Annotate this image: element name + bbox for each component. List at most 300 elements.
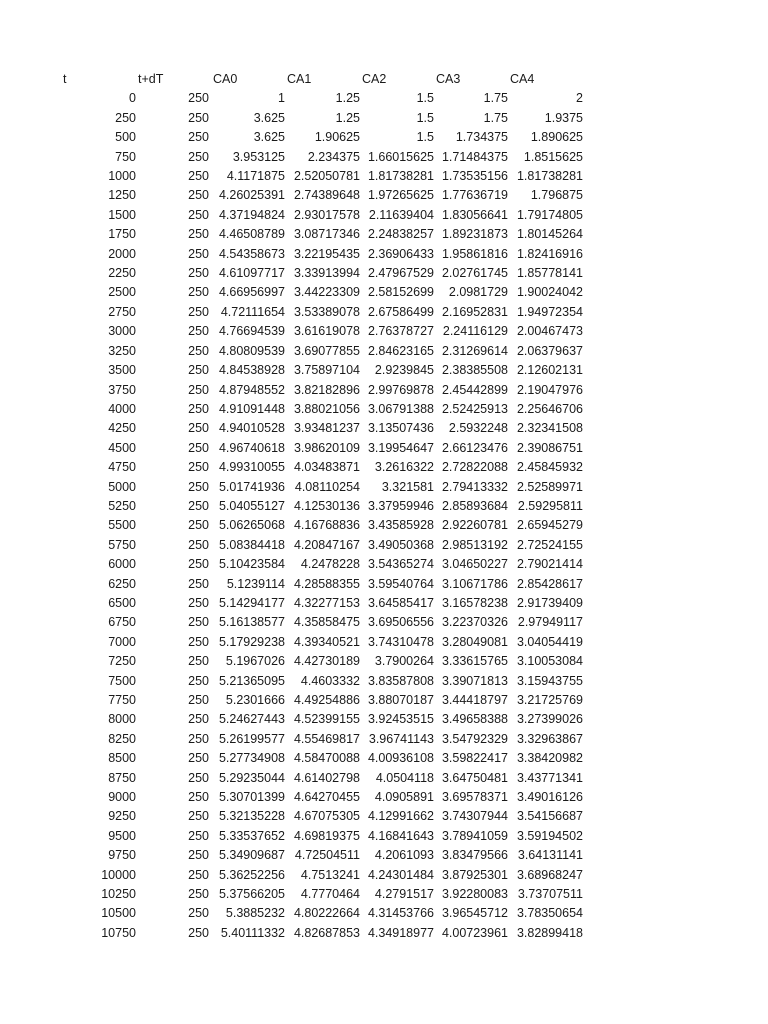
cell-ca2[interactable]: 3.13507436	[367, 421, 434, 436]
cell-ca4[interactable]: 3.68968247	[516, 867, 583, 882]
cell-t[interactable]: 4500	[108, 440, 136, 455]
cell-t-plus-dt[interactable]: 250	[188, 440, 209, 455]
cell-ca3[interactable]: 3.78941059	[441, 828, 508, 843]
cell-ca4[interactable]: 3.82899418	[516, 925, 583, 940]
cell-ca1[interactable]: 4.64270455	[293, 790, 360, 805]
cell-ca2[interactable]: 2.99769878	[367, 382, 434, 397]
cell-t-plus-dt[interactable]: 250	[188, 498, 209, 513]
cell-ca3[interactable]: 3.28049081	[441, 634, 508, 649]
cell-t-plus-dt[interactable]: 250	[188, 188, 209, 203]
cell-t[interactable]: 4250	[108, 421, 136, 436]
cell-ca0[interactable]: 4.80809539	[218, 343, 285, 358]
cell-ca0[interactable]: 5.06265068	[218, 518, 285, 533]
cell-t[interactable]: 5000	[108, 479, 136, 494]
cell-ca1[interactable]: 3.82182896	[293, 382, 360, 397]
cell-ca1[interactable]: 3.93481237	[293, 421, 360, 436]
cell-t-plus-dt[interactable]: 250	[188, 130, 209, 145]
cell-ca3[interactable]: 2.02761745	[441, 266, 508, 281]
cell-ca4[interactable]: 3.10053084	[516, 654, 583, 669]
cell-ca4[interactable]: 2.00467473	[516, 324, 583, 339]
cell-ca1[interactable]: 3.33913994	[293, 266, 360, 281]
cell-ca4[interactable]: 3.73707511	[517, 887, 583, 902]
cell-ca4[interactable]: 3.38420982	[516, 751, 583, 766]
cell-t-plus-dt[interactable]: 250	[188, 790, 209, 805]
cell-ca0[interactable]: 5.10423584	[218, 557, 285, 572]
cell-ca0[interactable]: 5.1967026	[225, 654, 285, 669]
cell-ca3[interactable]: 2.72822088	[441, 460, 508, 475]
cell-ca1[interactable]: 4.80222664	[293, 906, 360, 921]
cell-ca4[interactable]: 2	[576, 91, 583, 106]
cell-ca3[interactable]: 3.59822417	[441, 751, 508, 766]
cell-ca2[interactable]: 2.9239845	[374, 363, 434, 378]
cell-ca3[interactable]: 1.734375	[455, 130, 508, 145]
cell-t-plus-dt[interactable]: 250	[188, 576, 209, 591]
cell-ca4[interactable]: 2.39086751	[516, 440, 583, 455]
cell-t-plus-dt[interactable]: 250	[188, 712, 209, 727]
cell-ca0[interactable]: 4.84538928	[218, 363, 285, 378]
cell-t[interactable]: 8500	[108, 751, 136, 766]
cell-ca1[interactable]: 4.2478228	[300, 557, 360, 572]
cell-ca0[interactable]: 3.625	[253, 110, 285, 125]
cell-ca4[interactable]: 2.97949117	[517, 615, 583, 630]
cell-ca3[interactable]: 3.92280083	[441, 887, 508, 902]
cell-t-plus-dt[interactable]: 250	[188, 227, 209, 242]
cell-ca4[interactable]: 3.59194502	[516, 828, 583, 843]
cell-t[interactable]: 2000	[108, 246, 136, 261]
cell-ca0[interactable]: 5.08384418	[218, 537, 285, 552]
cell-t[interactable]: 1250	[108, 188, 136, 203]
cell-t[interactable]: 7750	[108, 693, 136, 707]
cell-ca0[interactable]: 4.87948552	[218, 382, 285, 397]
cell-t[interactable]: 1000	[108, 169, 136, 184]
column-header-ca3[interactable]: CA3	[436, 72, 461, 86]
cell-t-plus-dt[interactable]: 250	[188, 518, 209, 533]
cell-ca0[interactable]: 5.27734908	[218, 751, 285, 766]
cell-ca4[interactable]: 2.91739409	[516, 595, 583, 610]
cell-ca2[interactable]: 3.96741143	[368, 731, 434, 746]
cell-ca4[interactable]: 1.796875	[530, 188, 583, 203]
cell-t[interactable]: 6000	[108, 557, 136, 572]
cell-t[interactable]: 500	[115, 130, 136, 145]
cell-ca2[interactable]: 3.83587808	[367, 673, 434, 688]
cell-t-plus-dt[interactable]: 250	[188, 304, 209, 319]
cell-ca1[interactable]: 2.52050781	[293, 169, 360, 184]
column-header-t[interactable]: t	[63, 72, 67, 86]
cell-ca1[interactable]: 4.12530136	[293, 498, 360, 513]
cell-t[interactable]: 10750	[101, 925, 136, 940]
cell-ca1[interactable]: 3.22195435	[293, 246, 360, 261]
cell-t-plus-dt[interactable]: 250	[188, 693, 209, 707]
cell-ca1[interactable]: 3.53389078	[293, 304, 360, 319]
cell-t[interactable]: 10250	[101, 887, 136, 902]
cell-ca1[interactable]: 4.42730189	[293, 654, 360, 669]
cell-t[interactable]: 5750	[108, 537, 136, 552]
cell-ca0[interactable]: 5.16138577	[218, 615, 285, 630]
cell-ca3[interactable]: 1.71484375	[441, 149, 508, 164]
cell-ca0[interactable]: 4.37194824	[218, 207, 285, 222]
cell-ca0[interactable]: 5.29235044	[218, 770, 285, 785]
cell-t[interactable]: 5250	[108, 498, 136, 513]
cell-t[interactable]: 6250	[108, 576, 136, 591]
cell-ca0[interactable]: 5.34909687	[218, 848, 285, 863]
cell-t-plus-dt[interactable]: 250	[188, 751, 209, 766]
cell-ca2[interactable]: 3.64585417	[367, 595, 434, 610]
cell-t-plus-dt[interactable]: 250	[188, 770, 209, 785]
cell-ca3[interactable]: 2.24116129	[442, 324, 508, 339]
cell-ca2[interactable]: 3.49050368	[367, 537, 434, 552]
cell-t-plus-dt[interactable]: 250	[188, 421, 209, 436]
cell-ca3[interactable]: 3.10671786	[441, 576, 508, 591]
cell-ca4[interactable]: 2.12602131	[516, 363, 583, 378]
cell-ca2[interactable]: 2.36906433	[367, 246, 434, 261]
cell-t[interactable]: 9750	[108, 848, 136, 863]
cell-ca0[interactable]: 4.96740618	[218, 440, 285, 455]
cell-ca1[interactable]: 4.4603332	[300, 673, 360, 688]
cell-ca4[interactable]: 1.80145264	[516, 227, 583, 242]
cell-ca2[interactable]: 4.2061093	[374, 848, 434, 863]
cell-t-plus-dt[interactable]: 250	[188, 673, 209, 688]
cell-ca2[interactable]: 4.2791517	[374, 887, 434, 902]
cell-ca3[interactable]: 1.75	[483, 110, 508, 125]
cell-t-plus-dt[interactable]: 250	[188, 246, 209, 261]
cell-t[interactable]: 9500	[108, 828, 136, 843]
cell-ca2[interactable]: 3.43585928	[367, 518, 434, 533]
cell-ca4[interactable]: 1.85778141	[516, 266, 583, 281]
cell-ca2[interactable]: 3.74310478	[367, 634, 434, 649]
cell-ca1[interactable]: 3.98620109	[293, 440, 360, 455]
cell-t-plus-dt[interactable]: 250	[188, 479, 209, 494]
cell-t-plus-dt[interactable]: 250	[188, 615, 209, 630]
cell-ca0[interactable]: 5.3885232	[225, 906, 285, 921]
cell-ca4[interactable]: 3.64131141	[517, 848, 583, 863]
cell-ca2[interactable]: 3.37959946	[367, 498, 434, 513]
cell-ca3[interactable]: 1.89231873	[441, 227, 508, 242]
cell-ca3[interactable]: 3.83479566	[441, 848, 508, 863]
cell-ca1[interactable]: 4.20847167	[293, 537, 360, 552]
cell-ca4[interactable]: 1.94972354	[516, 304, 583, 319]
cell-ca2[interactable]: 4.16841643	[367, 828, 434, 843]
cell-ca2[interactable]: 2.67586499	[367, 304, 434, 319]
cell-ca2[interactable]: 1.5	[416, 110, 434, 125]
cell-ca3[interactable]: 1.95861816	[441, 246, 508, 261]
cell-ca0[interactable]: 4.94010528	[218, 421, 285, 436]
cell-ca0[interactable]: 5.04055127	[218, 498, 285, 513]
cell-ca3[interactable]: 2.92260781	[441, 518, 508, 533]
column-header-ca0[interactable]: CA0	[213, 72, 238, 86]
cell-ca0[interactable]: 4.91091448	[218, 401, 285, 416]
cell-ca2[interactable]: 3.2616322	[374, 460, 434, 475]
cell-ca3[interactable]: 1.73535156	[441, 169, 508, 184]
cell-ca4[interactable]: 2.85428617	[516, 576, 583, 591]
cell-ca1[interactable]: 4.72504511	[294, 848, 360, 863]
cell-ca2[interactable]: 3.321581	[381, 479, 434, 494]
cell-ca2[interactable]: 3.92453515	[367, 712, 434, 727]
cell-ca4[interactable]: 3.15943755	[516, 673, 583, 688]
cell-ca1[interactable]: 4.49254886	[293, 693, 360, 707]
cell-ca0[interactable]: 5.21365095	[218, 673, 285, 688]
cell-ca4[interactable]: 1.890625	[530, 130, 583, 145]
cell-ca3[interactable]: 2.85893684	[441, 498, 508, 513]
cell-ca1[interactable]: 2.74389648	[293, 188, 360, 203]
cell-t-plus-dt[interactable]: 250	[188, 887, 209, 902]
cell-ca4[interactable]: 3.49016126	[516, 790, 583, 805]
cell-ca1[interactable]: 4.7770464	[300, 887, 360, 902]
cell-t-plus-dt[interactable]: 250	[188, 207, 209, 222]
cell-t-plus-dt[interactable]: 250	[188, 634, 209, 649]
cell-ca4[interactable]: 1.8515625	[523, 149, 583, 164]
cell-ca0[interactable]: 4.46508789	[218, 227, 285, 242]
cell-ca2[interactable]: 3.59540764	[367, 576, 434, 591]
cell-ca1[interactable]: 3.44223309	[293, 285, 360, 300]
cell-ca3[interactable]: 2.38385508	[441, 363, 508, 378]
cell-ca1[interactable]: 4.16768836	[293, 518, 360, 533]
cell-ca2[interactable]: 1.81738281	[367, 169, 434, 184]
cell-t-plus-dt[interactable]: 250	[188, 828, 209, 843]
cell-ca3[interactable]: 2.0981729	[448, 285, 508, 300]
cell-ca2[interactable]: 4.00936108	[367, 751, 434, 766]
cell-t-plus-dt[interactable]: 250	[188, 809, 209, 824]
cell-t-plus-dt[interactable]: 250	[188, 324, 209, 339]
cell-ca2[interactable]: 2.84623165	[367, 343, 434, 358]
cell-ca3[interactable]: 3.44418797	[441, 693, 508, 707]
cell-ca1[interactable]: 2.93017578	[293, 207, 360, 222]
cell-ca2[interactable]: 1.66015625	[367, 149, 434, 164]
cell-ca2[interactable]: 4.12991662	[367, 809, 434, 824]
cell-ca4[interactable]: 3.54156687	[516, 809, 583, 824]
cell-ca0[interactable]: 3.625	[253, 130, 285, 145]
cell-ca1[interactable]: 4.52399155	[293, 712, 360, 727]
cell-t-plus-dt[interactable]: 250	[188, 654, 209, 669]
cell-ca4[interactable]: 2.79021414	[516, 557, 583, 572]
cell-ca2[interactable]: 4.0905891	[374, 790, 434, 805]
cell-t-plus-dt[interactable]: 250	[188, 401, 209, 416]
cell-t[interactable]: 7000	[108, 634, 136, 649]
cell-t[interactable]: 8000	[108, 712, 136, 727]
cell-ca4[interactable]: 3.78350654	[516, 906, 583, 921]
cell-ca3[interactable]: 3.74307944	[441, 809, 508, 824]
cell-ca1[interactable]: 3.61619078	[293, 324, 360, 339]
cell-ca2[interactable]: 3.88070187	[367, 693, 434, 707]
cell-ca1[interactable]: 4.55469817	[293, 731, 360, 746]
cell-ca0[interactable]: 5.37566205	[218, 887, 285, 902]
cell-t[interactable]: 7250	[108, 654, 136, 669]
cell-t-plus-dt[interactable]: 250	[188, 557, 209, 572]
cell-ca4[interactable]: 2.19047976	[516, 382, 583, 397]
cell-ca2[interactable]: 3.69506556	[367, 615, 434, 630]
cell-t-plus-dt[interactable]: 250	[188, 731, 209, 746]
cell-t[interactable]: 4000	[108, 401, 136, 416]
cell-ca4[interactable]: 1.9375	[544, 110, 583, 125]
cell-ca0[interactable]: 5.24627443	[218, 712, 285, 727]
cell-t[interactable]: 3250	[108, 343, 136, 358]
cell-ca1[interactable]: 1.25	[335, 110, 360, 125]
cell-ca0[interactable]: 5.30701399	[218, 790, 285, 805]
cell-ca1[interactable]: 3.88021056	[293, 401, 360, 416]
cell-t[interactable]: 2250	[108, 266, 136, 281]
cell-ca2[interactable]: 2.24838257	[367, 227, 434, 242]
cell-t-plus-dt[interactable]: 250	[188, 169, 209, 184]
cell-ca1[interactable]: 3.08717346	[293, 227, 360, 242]
cell-t[interactable]: 10500	[101, 906, 136, 921]
cell-ca3[interactable]: 2.45442899	[441, 382, 508, 397]
cell-ca3[interactable]: 3.04650227	[441, 557, 508, 572]
cell-ca2[interactable]: 3.06791388	[367, 401, 434, 416]
cell-ca1[interactable]: 3.75897104	[293, 363, 360, 378]
cell-t-plus-dt[interactable]: 250	[188, 925, 209, 940]
cell-ca4[interactable]: 2.52589971	[516, 479, 583, 494]
cell-ca1[interactable]: 4.35858475	[293, 615, 360, 630]
cell-ca1[interactable]: 4.69819375	[293, 828, 360, 843]
cell-ca0[interactable]: 4.54358673	[218, 246, 285, 261]
cell-ca4[interactable]: 2.32341508	[516, 421, 583, 436]
cell-ca0[interactable]: 5.14294177	[218, 595, 285, 610]
cell-ca3[interactable]: 2.16952831	[441, 304, 508, 319]
cell-ca4[interactable]: 1.90024042	[516, 285, 583, 300]
cell-ca0[interactable]: 5.33537652	[218, 828, 285, 843]
cell-t[interactable]: 9000	[108, 790, 136, 805]
cell-ca2[interactable]: 4.34918977	[367, 925, 434, 940]
cell-ca2[interactable]: 4.31453766	[367, 906, 434, 921]
cell-t-plus-dt[interactable]: 250	[188, 91, 209, 106]
cell-t-plus-dt[interactable]: 250	[188, 906, 209, 921]
cell-ca3[interactable]: 2.52425913	[441, 401, 508, 416]
cell-t[interactable]: 1750	[108, 227, 136, 242]
cell-ca4[interactable]: 3.04054419	[516, 634, 583, 649]
cell-ca0[interactable]: 4.66956997	[218, 285, 285, 300]
cell-ca0[interactable]: 4.61097717	[218, 266, 285, 281]
cell-ca0[interactable]: 5.2301666	[225, 693, 285, 707]
cell-t[interactable]: 3000	[108, 324, 136, 339]
cell-ca2[interactable]: 2.11639404	[368, 207, 434, 222]
cell-t[interactable]: 5500	[108, 518, 136, 533]
cell-ca0[interactable]: 5.01741936	[218, 479, 285, 494]
cell-ca2[interactable]: 2.76378727	[367, 324, 434, 339]
cell-ca1[interactable]: 4.7513241	[300, 867, 360, 882]
cell-t-plus-dt[interactable]: 250	[188, 460, 209, 475]
cell-t-plus-dt[interactable]: 250	[188, 382, 209, 397]
cell-t[interactable]: 8250	[108, 731, 136, 746]
cell-ca1[interactable]: 4.08110254	[294, 479, 360, 494]
cell-ca4[interactable]: 1.79174805	[516, 207, 583, 222]
column-header-ca1[interactable]: CA1	[287, 72, 312, 86]
column-header-t-plus-dt[interactable]: t+dT	[138, 72, 164, 86]
cell-t[interactable]: 7500	[108, 673, 136, 688]
cell-ca2[interactable]: 2.58152699	[367, 285, 434, 300]
cell-ca4[interactable]: 1.81738281	[516, 169, 583, 184]
cell-ca3[interactable]: 3.39071813	[441, 673, 508, 688]
cell-t[interactable]: 3500	[108, 363, 136, 378]
cell-ca0[interactable]: 5.26199577	[218, 731, 285, 746]
cell-t-plus-dt[interactable]: 250	[188, 363, 209, 378]
cell-ca2[interactable]: 1.97265625	[367, 188, 434, 203]
cell-ca3[interactable]: 3.33615765	[441, 654, 508, 669]
cell-ca1[interactable]: 4.67075305	[293, 809, 360, 824]
cell-ca1[interactable]: 4.61402798	[293, 770, 360, 785]
cell-ca3[interactable]: 3.54792329	[441, 731, 508, 746]
cell-t-plus-dt[interactable]: 250	[188, 110, 209, 125]
cell-ca1[interactable]: 4.58470088	[293, 751, 360, 766]
cell-ca3[interactable]: 3.22370326	[441, 615, 508, 630]
cell-t[interactable]: 0	[129, 91, 136, 106]
cell-ca3[interactable]: 3.96545712	[441, 906, 508, 921]
cell-ca2[interactable]: 1.5	[416, 91, 434, 106]
cell-t-plus-dt[interactable]: 250	[188, 595, 209, 610]
cell-ca2[interactable]: 1.5	[416, 130, 434, 145]
cell-ca3[interactable]: 3.64750481	[441, 770, 508, 785]
cell-ca0[interactable]: 5.1239114	[226, 576, 285, 591]
column-header-ca4[interactable]: CA4	[510, 72, 535, 86]
cell-ca3[interactable]: 1.83056641	[441, 207, 508, 222]
cell-ca4[interactable]: 3.21725769	[516, 693, 583, 707]
cell-t-plus-dt[interactable]: 250	[188, 537, 209, 552]
cell-ca2[interactable]: 3.54365274	[367, 557, 434, 572]
cell-t[interactable]: 4750	[108, 460, 136, 475]
cell-t[interactable]: 6500	[108, 595, 136, 610]
cell-ca1[interactable]: 2.234375	[307, 149, 360, 164]
cell-t-plus-dt[interactable]: 250	[188, 343, 209, 358]
cell-ca4[interactable]: 1.82416916	[516, 246, 583, 261]
cell-ca4[interactable]: 2.25646706	[516, 401, 583, 416]
cell-t[interactable]: 6750	[108, 615, 136, 630]
cell-ca1[interactable]: 3.69077855	[293, 343, 360, 358]
cell-t-plus-dt[interactable]: 250	[188, 149, 209, 164]
cell-t-plus-dt[interactable]: 250	[188, 867, 209, 882]
cell-ca3[interactable]: 3.49658388	[441, 712, 508, 727]
cell-ca3[interactable]: 2.98513192	[441, 537, 508, 552]
cell-ca3[interactable]: 3.16578238	[441, 595, 508, 610]
cell-ca3[interactable]: 2.79413332	[441, 479, 508, 494]
cell-ca4[interactable]: 2.72524155	[516, 537, 583, 552]
cell-ca1[interactable]: 4.28588355	[293, 576, 360, 591]
cell-ca2[interactable]: 4.0504118	[375, 770, 434, 785]
cell-t-plus-dt[interactable]: 250	[188, 266, 209, 281]
cell-ca0[interactable]: 4.76694539	[218, 324, 285, 339]
cell-ca4[interactable]: 3.27399026	[516, 712, 583, 727]
cell-t[interactable]: 750	[115, 149, 136, 164]
cell-ca3[interactable]: 2.5932248	[448, 421, 508, 436]
cell-ca0[interactable]: 5.17929238	[218, 634, 285, 649]
cell-ca0[interactable]: 3.953125	[232, 149, 285, 164]
cell-ca3[interactable]: 1.75	[483, 91, 508, 106]
cell-ca3[interactable]: 3.69578371	[441, 790, 508, 805]
cell-ca3[interactable]: 3.87925301	[441, 867, 508, 882]
cell-ca0[interactable]: 5.32135228	[218, 809, 285, 824]
cell-t[interactable]: 250	[115, 110, 136, 125]
cell-ca1[interactable]: 4.39340521	[293, 634, 360, 649]
cell-ca0[interactable]: 5.40111332	[220, 925, 285, 940]
cell-ca0[interactable]: 4.72111654	[220, 304, 285, 319]
cell-t[interactable]: 3750	[108, 382, 136, 397]
cell-t-plus-dt[interactable]: 250	[188, 285, 209, 300]
cell-ca1[interactable]: 4.03483871	[293, 460, 360, 475]
cell-ca0[interactable]: 4.99310055	[218, 460, 285, 475]
cell-ca4[interactable]: 2.59295811	[517, 498, 583, 513]
cell-ca1[interactable]: 4.32277153	[293, 595, 360, 610]
cell-t[interactable]: 1500	[108, 207, 136, 222]
cell-ca2[interactable]: 2.47967529	[367, 266, 434, 281]
cell-ca4[interactable]: 2.45845932	[516, 460, 583, 475]
cell-t[interactable]: 9250	[108, 809, 136, 824]
cell-ca2[interactable]: 3.7900264	[374, 654, 434, 669]
cell-ca0[interactable]: 1	[278, 91, 285, 106]
cell-ca1[interactable]: 1.90625	[314, 130, 360, 145]
cell-ca0[interactable]: 5.36252256	[218, 867, 285, 882]
cell-ca1[interactable]: 4.82687853	[293, 925, 360, 940]
cell-t[interactable]: 2500	[108, 285, 136, 300]
cell-ca0[interactable]: 4.1171875	[226, 169, 285, 184]
cell-ca2[interactable]: 3.19954647	[367, 440, 434, 455]
cell-ca4[interactable]: 3.43771341	[516, 770, 583, 785]
